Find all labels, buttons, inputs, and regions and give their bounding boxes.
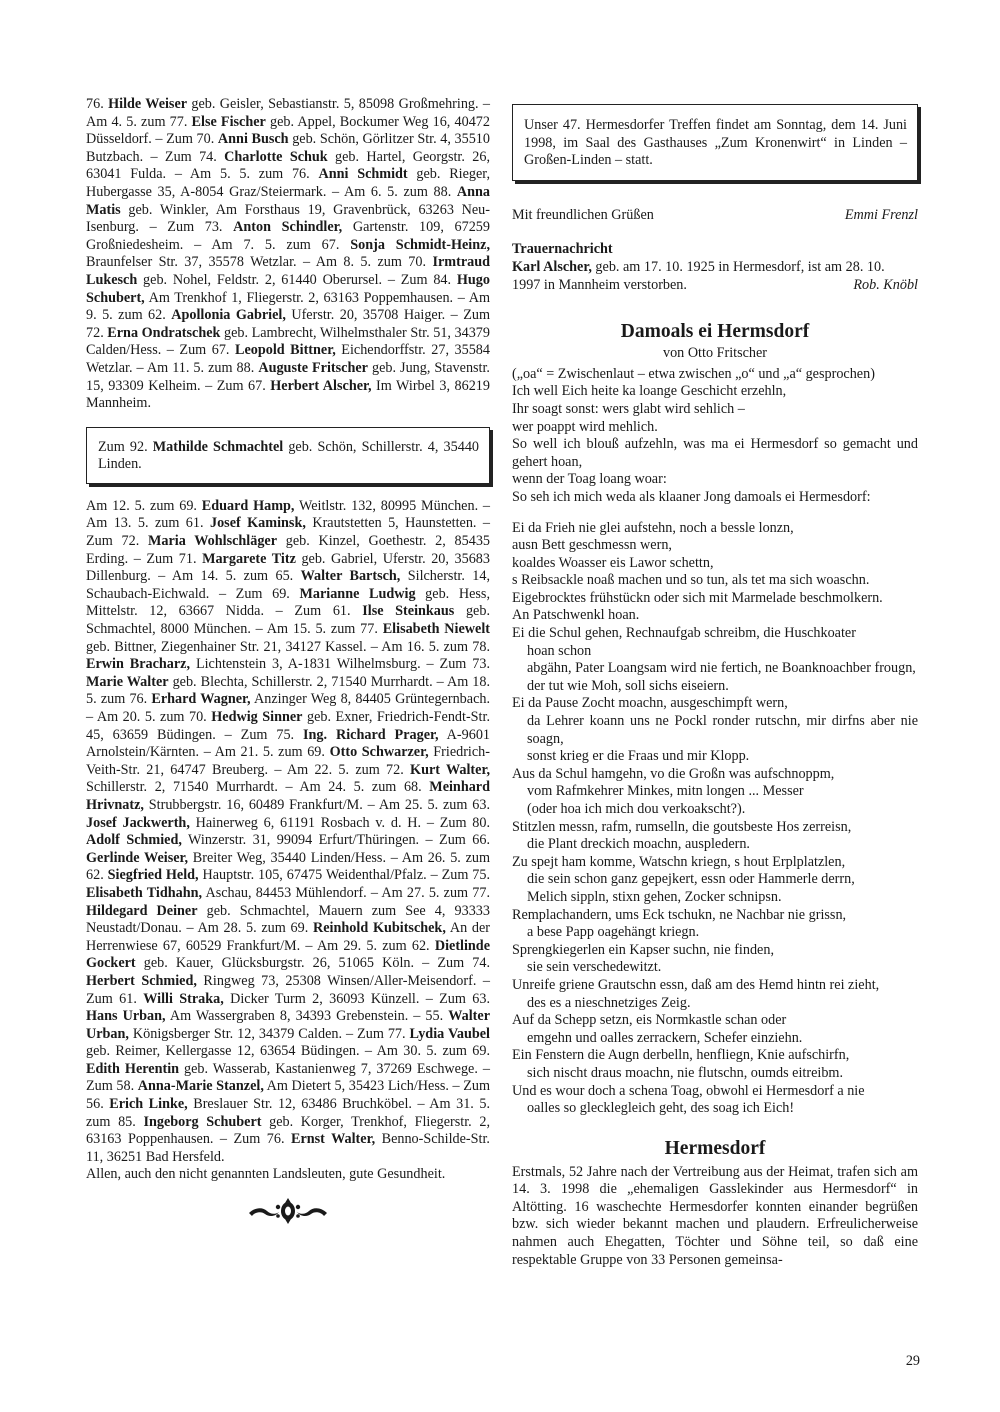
poem-line: Aus da Schul hamgehn, vo die Großn was aufschnoppm, xyxy=(512,765,835,782)
meeting-announcement-text: Unser 47. Hermesdorfer Treffen findet am Sonntag, dem 14. Juni 1998, im Saal des Gasthauses „Zum Kronenwirt“ in Linden – Großen-Linden – statt. xyxy=(524,117,907,169)
poem-line: Zu spejt ham komme, Watschn kriegn, s hout Erplplatzlen, xyxy=(512,853,846,870)
poem-line: Remplachandern, ums Eck tschukn, ne Nachbar nie grissn, xyxy=(512,906,847,923)
poem-line: (oder hoa ich mich dou verkoakscht?). xyxy=(527,801,746,817)
poem-byline: von Otto Fritscher xyxy=(662,345,768,362)
poem-line: An Patschwenkl hoan. xyxy=(512,607,640,624)
poem-line: sie sein verschedewitzt. xyxy=(527,959,662,976)
poem-line: Melich sippln, stixn gehen, Zocker schnipsn. xyxy=(527,888,782,905)
decorative-ornament-icon xyxy=(245,1198,331,1224)
poem-line: Ei die Schul gehen, Rechnaufgab schreibm, die Huschkoater xyxy=(512,625,856,642)
poem-line: Ein Fenstern die Augn derbelln, henfliegn, Knie aufschirfn, xyxy=(512,1047,850,1064)
article-title-hermesdorf: Hermesdorf xyxy=(664,1137,766,1159)
greeting-line xyxy=(512,207,918,225)
poem-line: oalles so gleckleglеich geht, des soag ich Eich! xyxy=(527,1100,795,1117)
poem-line: koaldes Woasser eis Lawor schettn, xyxy=(512,554,714,571)
poem-line: sich nischt draus moachn, nie flutschn, oumds eitreibm. xyxy=(527,1064,844,1081)
poem-line: des es a nieschnetziges Zeig. xyxy=(527,994,691,1011)
poem-pronunciation-note: („oa“ = Zwischenlaut – etwa zwischen „o“ und „a“ gesprochen) xyxy=(512,365,875,382)
poem-line: emgehn und oalles zerrackern, Schefer einziehn. xyxy=(527,1029,803,1046)
poem-line: Ei da Pause Zocht moachn, ausgeschimpft wern, xyxy=(512,695,788,712)
birthday-list-part1: 76. Hilde Weiser geb. Geisler, Sebastianstr. 5, 85098 Großmehring. – Am 4. 5. zum 77. Else Fischer geb. Appel, Bockumer Weg 16, 40472 Düsseldorf. – Zum 70. Anni Busch geb. Schön, Görlitzer Str. 4, 35510 Butzbach. – Zum 74. Charlotte Schuk geb. Hartel, Georgstr. 26, 63041 Fulda. – Am 5. 5. zum 76. Anni Schmidt geb. Rieger, Hubergasse 35, A-8054 Graz/Steiermark. – Am 6. 5. zum 88. Anna Matis geb. Winkler, Am Forsthaus 19, Gravenbrück, 63263 Neu-Isenburg. – Zum 73. Anton Schindler, Gartenstr. 109, 67259 Großniedesheim. – Am 7. 5. zum 67. Sonja Schmidt-Heinz, Braunfelser Str. 37, 35578 Wetzlar. – Am 8. 5. zum 70. Irmtraud Lukesch geb. Nohel, Feldstr. 2, 61440 Oberursel. – Zum 84. Hugo Schubert, Am Trenkhof 1, Fliegerstr. 2, 63163 Poppemhausen. – Am 9. 5. zum 62. Apollonia Gabriel, Uferstr. 20, 35708 Haiger. – Zum 72. Erna Ondratschek geb. Lambrecht, Wilhelmsthaler Str. 51, 34379 Calden/Hess. – Zum 67. Leopold Bittner, Eichendorffstr. 27, 35584 Wetzlar. – Am 11. 5. zum 88. Auguste Fritscher geb. Jung, Stavenstr. 15, 93309 Kelheim. – Zum 67. Herbert Alscher, Im Wirbel 3, 86219 Mannheim. xyxy=(86,96,491,412)
poem-line: sonst krieg er die Fraas und mir Klopp. xyxy=(527,748,750,765)
poem-stanza xyxy=(512,383,918,506)
poem-line: hoan schon xyxy=(527,642,592,659)
left-column xyxy=(86,96,490,1224)
poem-line: Auf da Schepp setzn, eis Normkastle schan oder xyxy=(512,1012,787,1029)
poem-line: Und es wour doch a schena Toag, obwohl ei Hermesdorf a nie xyxy=(512,1082,865,1099)
poem-line: ausn Bett geschmessn wern, xyxy=(512,537,672,554)
poem-line: Ihr soagt sonst: wers glabt wird sehlich – xyxy=(512,400,745,417)
poem-line: abgähn, Pater Loangsam wird nie fertich, ne Boanknoachber frougn, xyxy=(527,660,916,677)
obituary-text-line2: 1997 in Mannheim verstorben. xyxy=(512,276,687,293)
poem-line: a bese Papp oagehängt kriegn. xyxy=(527,924,700,941)
poem-line: Eigebrocktes frühstückn oder sich mit Marmelade beschmolkern. xyxy=(512,589,883,606)
poem-line: So well ich blouß aufzehln, was ma ei Hermesdorf so gemacht und gehert hoan, xyxy=(512,436,918,470)
poem-line: da Lehrer koann uns ne Pockl ronder rutschn, mir dirfns aber nie soagn, xyxy=(527,713,918,747)
greeting-signature: Emmi Frenzl xyxy=(844,206,918,223)
page-number: 29 xyxy=(905,1353,920,1369)
right-column xyxy=(512,96,918,1269)
poem-line: So seh ich mich weda als klaaner Jong damoals ei Hermesdorf: xyxy=(512,488,871,505)
poem-body xyxy=(512,383,918,1117)
poem-line: s Reibsackle noaß machen und so tun, als tet ma sich woaschn. xyxy=(512,572,870,589)
obituary-text-line1: Karl Alscher, geb. am 17. 10. 1925 in Hermesdorf, ist am 28. 10. xyxy=(512,258,885,275)
obituary-line2 xyxy=(512,277,918,295)
poem-line: die Plant dreckich moachn, auspledern. xyxy=(527,836,750,853)
poem-line: Ich well Eich heite ka loange Geschicht erzehln, xyxy=(512,383,787,400)
poem-line: vom Rafmkehrer Minkes, mitn longen ... Messer xyxy=(527,783,804,800)
poem-line: Unreife griene Grautschn essn, daß am des Hemd hintn rei zieht, xyxy=(512,976,880,993)
highlighted-birthday-box xyxy=(86,427,490,484)
article-text-hermesdorf: Erstmals, 52 Jahre nach der Vertreibung aus der Heimat, trafen sich am 14. 3. 1998 die „ehemaligen Gasslekinder aus Hermesdorf“ in Altötting. 16 waschechte Hermesdorfer konnten einander begrüßen bzw. sich wieder bekannt machen und plaudern. Erfreulicherweise nahmen auch Ehegatten, Töchter und Söhne teil, so daß eine respektable Gruppe von 33 Personen gemeinsa- xyxy=(512,1163,918,1268)
poem-line: die sein schon ganz gepejkert, essn oder Hammerle derrn, xyxy=(527,871,855,888)
obituary-heading: Trauernachricht xyxy=(512,241,613,258)
poem-line: Sprengkiegerlen ein Kapser suchn, nie finden, xyxy=(512,941,774,958)
poem-stanza xyxy=(512,520,918,1118)
poem-line: wenn der Toag loang woar: xyxy=(512,471,667,488)
closing-wishes: Allen, auch den nicht genannten Landsleuten, gute Gesundheit. xyxy=(86,1166,446,1183)
poem-title: Damoals ei Hermsdorf xyxy=(620,321,810,343)
poem-line: wer poappt wird mehlich. xyxy=(512,418,658,435)
poem-line: der tut wie Moh, soll sichs eiseiern. xyxy=(527,677,729,694)
obituary-signature: Rob. Knöbl xyxy=(853,276,918,293)
meeting-announcement-box xyxy=(512,104,918,181)
birthday-list-part2: Am 12. 5. zum 69. Eduard Hamp, Weitlstr. 132, 80995 München. – Am 13. 5. zum 61. Josef Kaminsk, Krautstetten 5, Haunstetten. – Zum 72. Maria Wohlschläger geb. Kinzel, Goethestr. 2, 85435 Erding. – Zum 71. Margarete Titz geb. Gabriel, Uferstr. 20, 35683 Dillenburg. – Am 14. 5. zum 65. Walter Bartsch, Silcherstr. 14, Schaubach-Eichwald. – Zum 69. Marianne Ludwig geb. Hess, Mittelstr. 12, 63667 Nidda. – Zum 61. Ilse Steinkaus geb. Schmachtel, 8000 München. – Am 15. 5. zum 77. Elisabeth Niewelt geb. Bittner, Ziegenhainer Str. 21, 34127 Kassel. – Am 16. 5. zum 78. Erwin Bracharz, Lichtenstein 3, A-1831 Wilhelmsburg. – Zum 73. Marie Walter geb. Blechta, Schillerstr. 2, 71540 Murrhardt. – Am 18. 5. zum 76. Erhard Wagner, Anzinger Weg 8, 84405 Grüntegernbach. – Am 20. 5. zum 70. Hedwig Sinner geb. Exner, Friedrich-Fendt-Str. 45, 63659 Büdingen. – Zum 75. Ing. Richard Prager, A-9601 Arnolstein/Kärnten. – Am 21. 5. zum 69. Otto Schwarzer, Friedrich-Veith-Str. 21, 64747 Breuberg. – Am 22. 5. zum 72. Kurt Walter, Schillerstr. 2, 71540 Murrhardt. – Am 24. 5. zum 68. Meinhard Hrivnatz, Strubbergstr. 16, 60489 Frankfurt/M. – Am 25. 5. zum 63. Josef Jackwerth, Hainerweg 6, 61191 Rosbach v. d. H. – Zum 80. Adolf Schmied, Winzerstr. 31, 99094 Erfurt/Thüringen. – Zum 66. Gerlinde Weiser, Breiter Weg, 35440 Linden/Hess. – Am 26. 5. zum 62. Siegfried Held, Hauptstr. 105, 67475 Weidenthal/Pfalz. – Zum 75. Elisabeth Tidhahn, Aschau, 84453 Mühlendorf. – Am 27. 5. zum 77. Hildegard Deiner geb. Schmachtel, Mauern zum See 4, 93333 Neustadt/Donau. – Am 28. 5. zum 69. Reinhold Kubitschek, An der Herrenwiese 67, 60529 Frankfurt/M. – Am 29. 5. zum 62. Dietlinde Gockert geb. Kauer, Glücksburgstr. 26, 51065 Köln. – Zum 74. Herbert Schmied, Ringweg 73, 25308 Winsen/Aller-Meisendorf. – Zum 61. Willi Straka, Dicker Turm 2, 36093 Künzell. – Zum 63. Hans Urban, Am Wassergraben 8, 34393 Grebenstein. – 55. Walter Urban, Königsberger Str. 12, 34379 Calden. – Zum 77. Lydia Vaubel geb. Reimer, Kellergasse 12, 63654 Büdingen. – Am 30. 5. zum 69. Edith Herentin geb. Wasserab, Kastanienweg 7, 37269 Eschwege. – Zum 58. Anna-Marie Stanzel, Am Dietert 5, 35423 Lich/Hess. – Zum 56. Erich Linke, Breslauer Str. 12, 63486 Bruchköbel. – Am 31. 5. zum 85. Ingeborg Schubert geb. Korger, Trenkhof, Fliegerstr. 2, 63163 Poppenhausen. – Zum 76. Ernst Walter, Benno-Schilde-Str. 11, 36251 Bad Hersfeld. xyxy=(86,497,491,1165)
highlighted-birthday-text: Zum 92. Mathilde Schmachtel geb. Schön, Schillerstr. 4, 35440 Linden. xyxy=(98,438,480,473)
greeting-text: Mit freundlichen Grüßen xyxy=(512,206,654,223)
poem-line: Stitzlen messn, rafm, rumselln, die goutsbeste Hos zerreisn, xyxy=(512,818,852,835)
poem-line: Ei da Frieh nie glei aufstehn, noch a bessle lonzn, xyxy=(512,519,794,536)
